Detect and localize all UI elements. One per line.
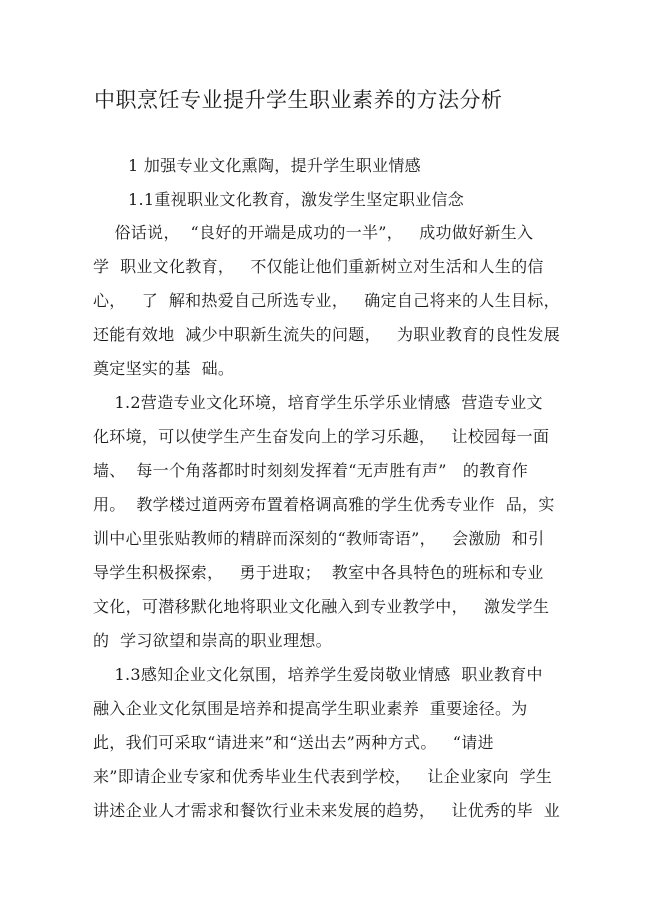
paragraph-line: 融入企业文化氛围是培养和提高学生职业素养 重要途径。为 (93, 699, 528, 718)
paragraph-line: 心， 了 解和热爱自己所选专业， 确定自己将来的人生目标， (93, 291, 560, 310)
paragraph-line: 学 职业文化教育， 不仅能让他们重新树立对生活和人生的信 (93, 257, 544, 276)
paragraph-line: 俗话说， “良好的开端是成功的一半”， 成功做好新生入 (93, 223, 534, 242)
paragraph-line: 1.2营造专业文化环境，培育学生乐学乐业情感 营造专业文 (93, 393, 543, 412)
paragraph-line: 墙、 每一个角落都时时刻刻发挥着“无声胜有声” 的教育作 (93, 461, 529, 480)
paragraph-line: 用。 教学楼过道两旁布置着格调高雅的学生优秀专业作 品，实 (93, 495, 555, 514)
paragraph-line: 讲述企业人才需求和餐饮行业未来发展的趋势， 让优秀的毕 业 (93, 801, 561, 820)
paragraph-line: 文化，可潜移默化地将职业文化融入到专业教学中， 激发学生 (93, 597, 550, 616)
paragraph-line: 训中心里张贴教师的精辟而深刻的“教师寄语”， 会激励 和引 (93, 529, 545, 548)
paragraph-line: 1.3感知企业文化氛围，培养学生爱岗敬业情感 职业教育中 (93, 665, 543, 684)
paragraph-line: 的 学习欲望和崇高的职业理想。 (93, 631, 332, 650)
section-heading-1: 1 加强专业文化熏陶，提升学生职业情感 (128, 156, 421, 175)
paragraph-line: 还能有效地 减少中职新生流失的问题， 为职业教育的良性发展 (93, 325, 561, 344)
paragraph-line: 化环境，可以使学生产生奋发向上的学习乐趣， 让校园每一面 (93, 427, 550, 446)
paragraph-line: 此，我们可采取“请进来”和“送出去”两种方式。 “请进 (93, 733, 494, 752)
paragraph-line: 导学生积极探索， 勇于进取； 教室中各具特色的班标和专业 (93, 563, 544, 582)
paragraph-line: 来”即请企业专家和优秀毕业生代表到学校， 让企业家向 学生 (93, 767, 553, 786)
document-title: 中职烹饪专业提升学生职业素养的方法分析 (94, 88, 503, 112)
paragraph-line: 奠定坚实的基 础。 (93, 359, 235, 378)
subsection-heading-1-1: 1.1重视职业文化教育，激发学生坚定职业信念 (128, 190, 465, 209)
